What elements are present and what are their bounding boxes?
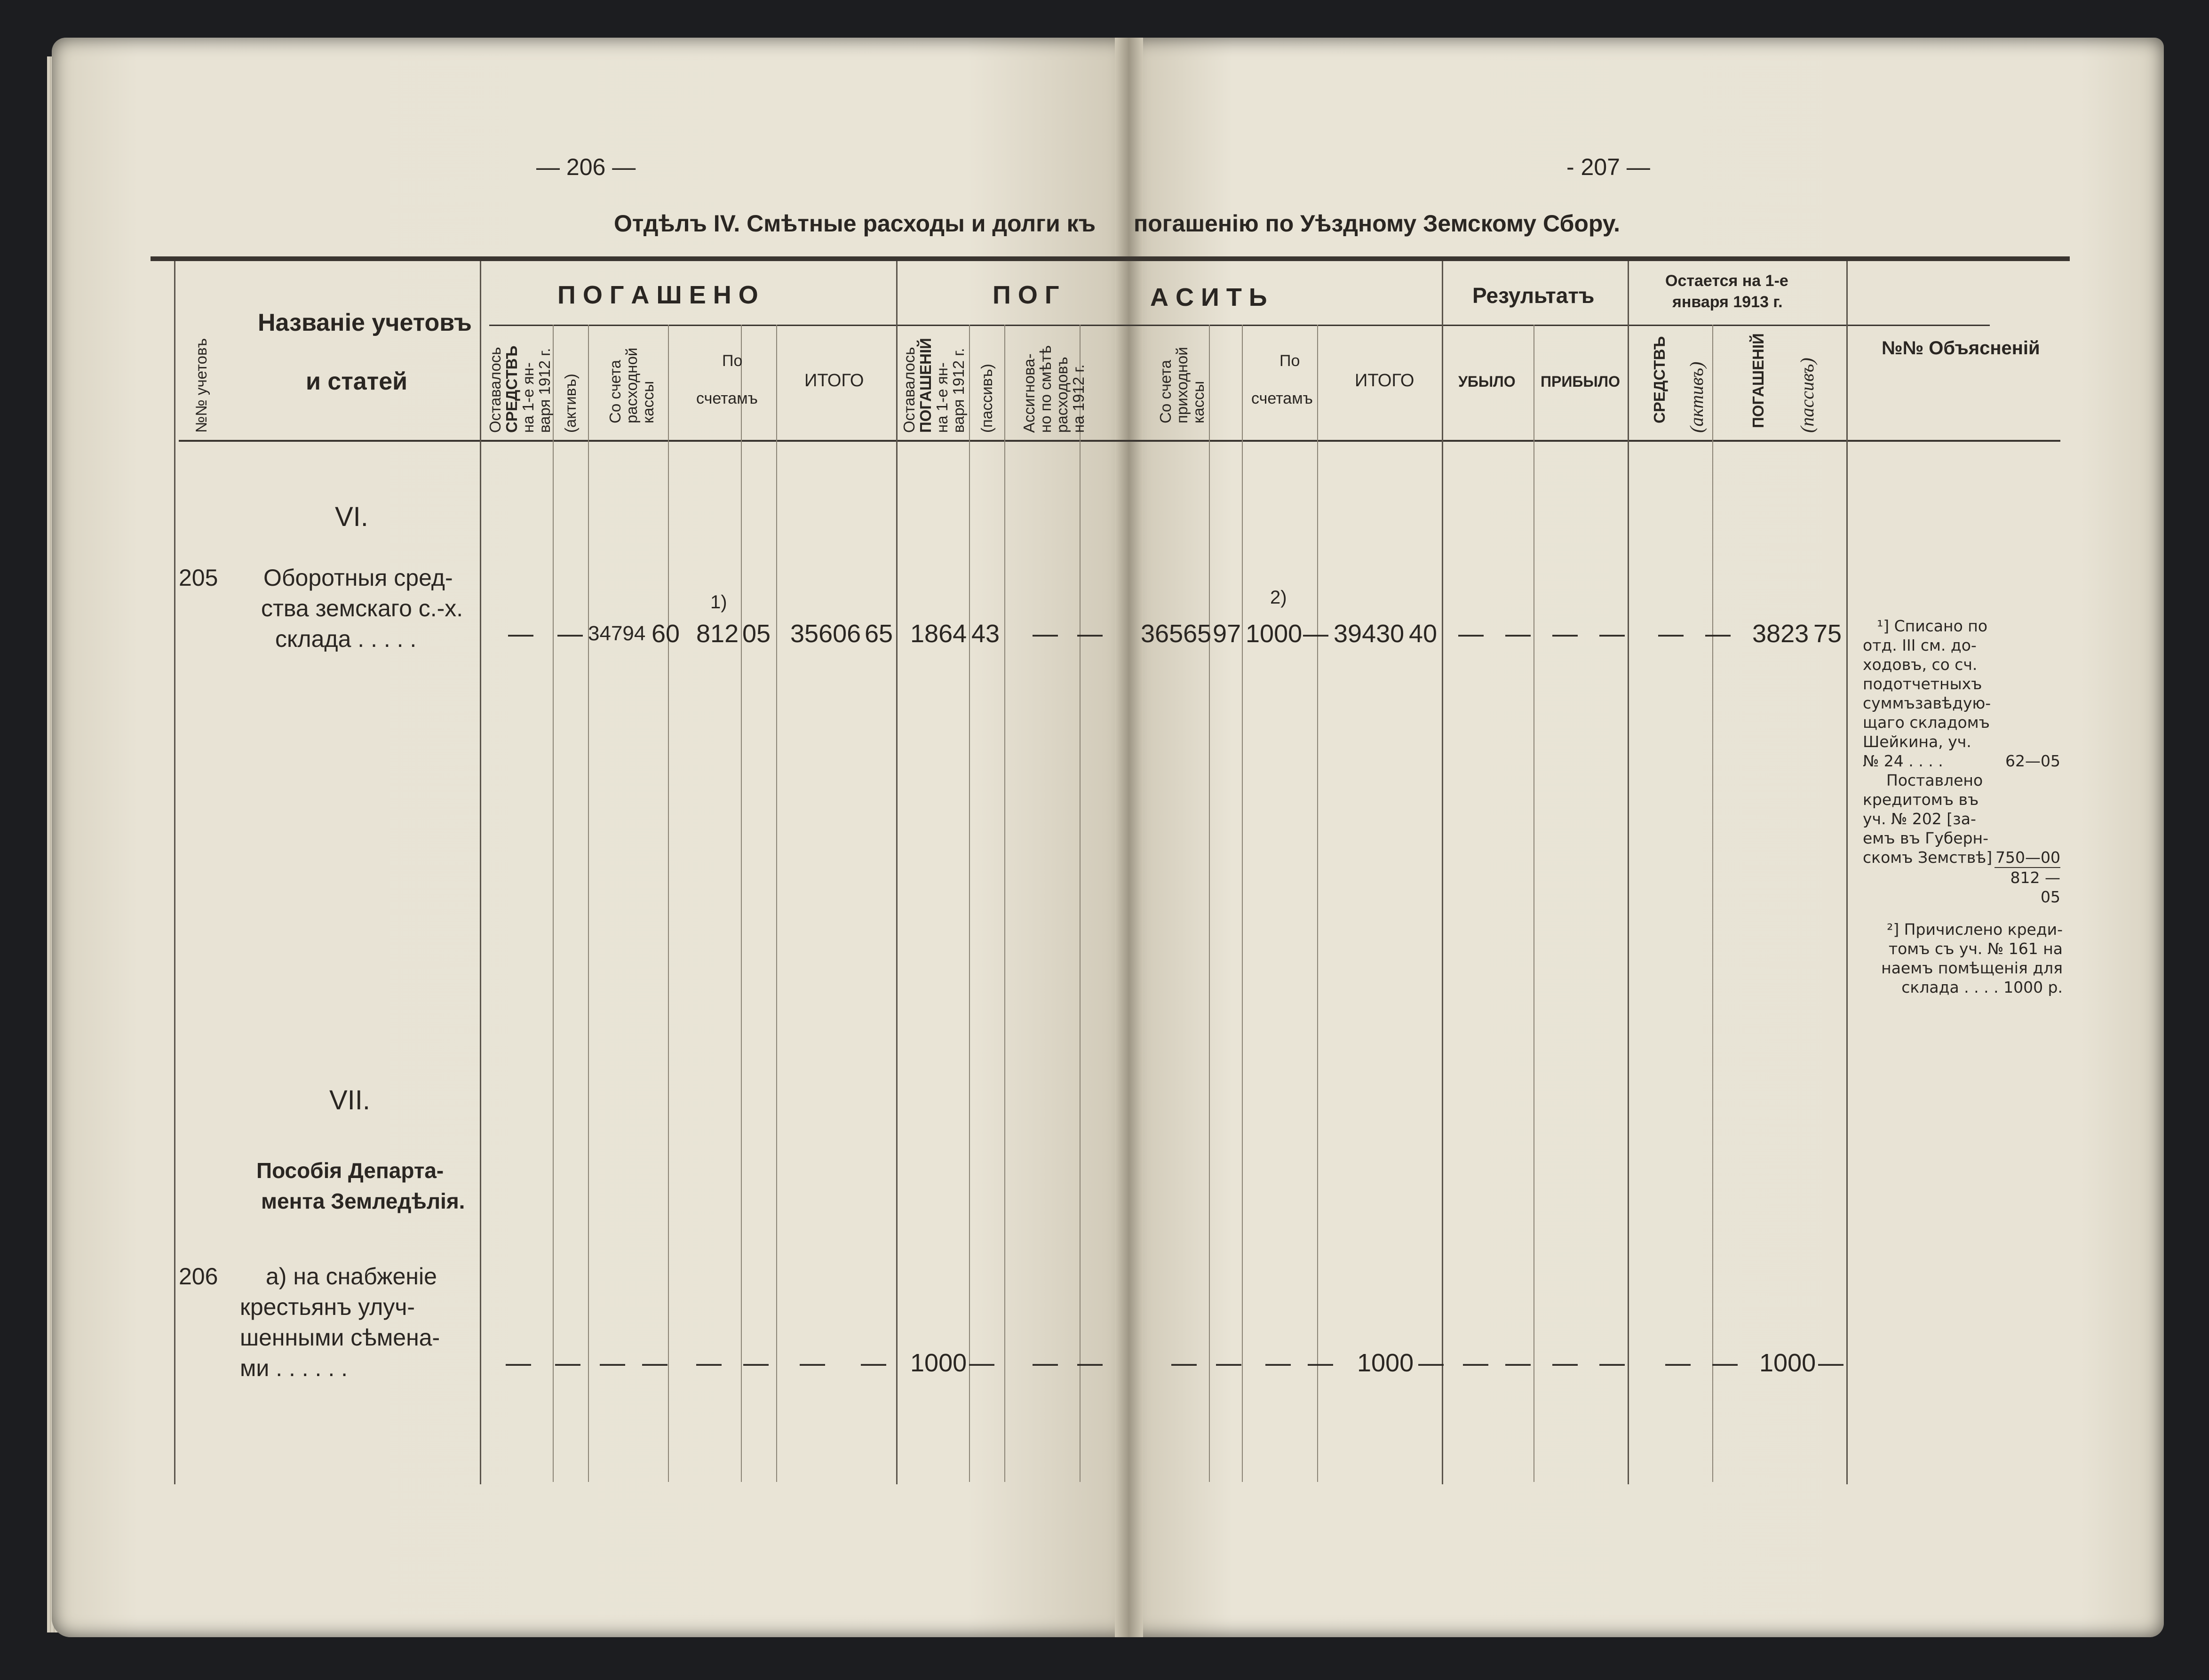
dash: — — [1552, 620, 1578, 648]
sub-so-scheta-prih-1: приходной — [1173, 347, 1191, 423]
sub-ostalos-sredstv-3: варя 1912 г. — [536, 348, 553, 433]
row-205-note-mark-1: 1) — [710, 592, 727, 613]
dash: — — [506, 1349, 531, 1377]
page-number-left: — 206 — — [536, 154, 636, 180]
row-205-so-scheta-rash-k: 60 — [652, 620, 680, 648]
col-line — [1317, 325, 1318, 1482]
note-1-line: кредитомъ въ — [1863, 790, 1979, 809]
row-205-name-3: склада . . . . . — [275, 626, 417, 652]
col-line — [1712, 325, 1713, 1482]
sub-po-schetam-1: счетамъ — [696, 390, 758, 407]
sub-pogasheniy: ПОГАШЕНІЙ — [1749, 333, 1767, 428]
header-ostaetsya-2: января 1913 г. — [1672, 293, 1783, 311]
note-1-row — [1863, 751, 2060, 771]
sub-so-scheta-prih-0: Со счета — [1157, 359, 1174, 423]
note-1-amount-2: 750—00 — [1995, 848, 2060, 867]
col-header-name-1: Названіе учетовъ — [258, 309, 472, 336]
dash: — — [1458, 620, 1484, 648]
sub-ostalos-sredstv-0: Оставалось — [486, 347, 504, 433]
note-1-line: уч. № 202 [за- — [1863, 810, 1976, 828]
note-1-line: емъ въ Губерн- — [1863, 829, 1988, 847]
row-205-po-schetam: 812 — [696, 620, 739, 648]
sub-so-scheta-rash-0: Со счета — [606, 359, 624, 423]
note-1-line: щаго складомъ — [1863, 713, 1990, 732]
note-1-line: ходовъ, со сч. — [1863, 655, 1978, 674]
row-206-assignovano: 1000 — [910, 1349, 967, 1377]
dash: — — [508, 620, 533, 648]
col-line — [174, 261, 175, 1484]
row-206-itogo-r: 1000 — [1357, 1349, 1414, 1377]
col-line — [553, 325, 554, 1482]
dash: — — [1265, 1349, 1291, 1377]
sub-assignovano-2: расходовъ — [1053, 357, 1071, 433]
row-205-itogo-k: 65 — [865, 620, 893, 648]
dash: — — [557, 620, 583, 648]
sub-itogo-r: ИТОГО — [1355, 371, 1414, 390]
col-line — [776, 325, 777, 1482]
col-line — [1209, 325, 1210, 1482]
header-rezultat: Результатъ — [1472, 283, 1595, 308]
sub-assignovano-1: но по смѣтѣ — [1037, 345, 1054, 433]
dash: — — [1665, 1349, 1691, 1377]
row-205-so-scheta-rash: 34794 — [588, 622, 646, 645]
row-205-note-mark-2: 2) — [1270, 587, 1287, 608]
col-line — [1004, 325, 1005, 1482]
col-header-name-2: и статей — [306, 368, 408, 395]
row-205-pogasheniy-1913: 3823 — [1752, 620, 1809, 648]
dash: — — [1505, 1349, 1531, 1377]
note-2-line: ²] Причислено креди- — [1887, 920, 2063, 939]
sub-ostalos-sredstv-2: на 1-е ян- — [519, 362, 537, 433]
dash: — — [1033, 620, 1058, 648]
sub-assignovano-3: на 1912 г. — [1070, 364, 1087, 433]
dash: — — [800, 1349, 825, 1377]
sub-so-scheta-rash-1: расходной — [623, 347, 640, 423]
dash: — — [1818, 1349, 1843, 1377]
row-205-no: 205 — [179, 565, 218, 591]
note-1-amount-1: 62—05 — [2005, 752, 2060, 770]
note-1-row — [1863, 848, 2060, 867]
dash: — — [1463, 1349, 1488, 1377]
col-line — [1080, 325, 1081, 1482]
note-1-line: ¹] Списано по — [1877, 617, 1988, 635]
sub-po-schetam-r-1: счетамъ — [1251, 390, 1313, 407]
left-page — [52, 38, 1129, 1637]
dash: — — [1712, 1349, 1738, 1377]
col-line — [969, 325, 970, 1482]
section-vi: VI. — [335, 502, 368, 532]
table-top-rule — [151, 256, 2070, 261]
dash: — — [1599, 620, 1625, 648]
dash: — — [1077, 620, 1103, 648]
title-right: погашенію по Уѣздному Земскому Сбору. — [1134, 210, 1621, 237]
note-1-line: Шейкина, уч. — [1863, 733, 1971, 751]
header-pogasheno: П О Г А Ш Е Н О — [557, 281, 758, 309]
note-1-line: № 24 . . . . — [1863, 752, 1943, 770]
sub-ostalos-pog-0: Оставалось — [900, 347, 918, 433]
row-206-name-1: а) на снабженіе — [266, 1263, 437, 1290]
row-205-so-scheta-prih: 36565 — [1141, 620, 1212, 648]
note-2-line: наемъ помѣщенія для — [1881, 959, 2063, 977]
header-ostaetsya-1: Остается на 1-е — [1665, 272, 1788, 290]
dash: — — [1303, 620, 1328, 648]
header-bottom-rule — [179, 440, 2060, 442]
note-2-line: томъ съ уч. № 161 на — [1888, 940, 2063, 958]
col-line — [1242, 325, 1243, 1482]
sub-po-schetam-0: По — [722, 352, 743, 370]
col-line — [588, 325, 589, 1482]
col-line — [480, 261, 481, 1484]
sub-itogo: ИТОГО — [804, 371, 864, 390]
note-1-line: суммъзавѣдую- — [1863, 694, 1991, 712]
sub-ostalos-sredstv-1: СРЕДСТВЪ — [503, 345, 520, 433]
sub-ostalos-pog-3: варя 1912 г. — [950, 348, 967, 433]
col-header-no: №№ учетовъ — [192, 338, 210, 433]
sub-po-schetam-r-0: По — [1279, 352, 1300, 370]
title-left: Отдѣлъ IV. Смѣтные расходы и долги къ — [614, 210, 1096, 237]
sub-assignovano-0: Ассигнова- — [1020, 353, 1038, 433]
sub-aktiv: (активъ) — [1686, 361, 1707, 433]
dash: — — [1599, 1349, 1625, 1377]
sub-ostalos-pog-1: ПОГАШЕНІЙ — [917, 338, 934, 433]
row-205-so-scheta-prih-k: 97 — [1213, 620, 1241, 648]
section-vii: VII. — [329, 1085, 371, 1115]
page-number-right: - 207 — — [1566, 154, 1650, 180]
col-line — [896, 261, 898, 1484]
sub-ostalos-pog-4: (пассивъ) — [978, 364, 995, 433]
note-1-line: отд. III см. до- — [1863, 636, 1977, 654]
section-vii-title-1: Пособія Департа- — [256, 1158, 444, 1183]
sub-sredstv: СРЕДСТВЪ — [1651, 336, 1668, 423]
row-205-name-1: Оборотныя сред- — [263, 565, 453, 591]
dash: — — [1552, 1349, 1578, 1377]
note-1 — [1863, 616, 2060, 907]
dash: — — [969, 1349, 994, 1377]
col-line — [1628, 261, 1629, 1484]
dash: — — [1216, 1349, 1241, 1377]
col-line — [1442, 261, 1443, 1484]
dash: — — [600, 1349, 625, 1377]
row-205-name-2: ства земскаго с.-х. — [261, 595, 463, 621]
row-205-itogo: 35606 — [790, 620, 861, 648]
sub-passiv: (пассивъ) — [1796, 358, 1818, 433]
header-obyasneniy: №№ Объясненій — [1882, 338, 2040, 358]
sub-ostalos-pog-2: на 1-е ян- — [933, 362, 951, 433]
book-spine — [1115, 38, 1143, 1637]
sub-so-scheta-prih-2: кассы — [1190, 381, 1207, 423]
header-pogasit-right: А С И Т Ь — [1150, 283, 1267, 311]
row-206-name-4: ми . . . . . . — [240, 1355, 348, 1381]
dash: — — [1171, 1349, 1197, 1377]
note-2 — [1851, 920, 2063, 997]
dash: — — [555, 1349, 580, 1377]
note-2-line: склада . . . . 1000 р. — [1901, 978, 2063, 996]
row-205-po-schetam-r: 1000 — [1246, 620, 1303, 648]
dash: — — [1505, 620, 1531, 648]
dash: — — [696, 1349, 722, 1377]
row-205-ostalos-pog: 1864 — [910, 620, 967, 648]
header-pogasit-left: П О Г — [993, 281, 1059, 309]
col-line — [1846, 261, 1848, 1484]
section-vii-title-2: мента Земледѣлія. — [261, 1189, 465, 1213]
subheader-rule — [489, 325, 1990, 326]
sub-ubylo: УБЫЛО — [1458, 373, 1516, 390]
dash: — — [1033, 1349, 1058, 1377]
row-206-no: 206 — [179, 1263, 218, 1290]
dash: — — [861, 1349, 886, 1377]
row-206-name-3: шенными сѣмена- — [240, 1324, 440, 1351]
dash: — — [1308, 1349, 1333, 1377]
sub-pribylo: ПРИБЫЛО — [1541, 373, 1621, 390]
sub-so-scheta-rash-2: кассы — [639, 381, 657, 423]
row-206-name-2: крестьянъ улуч- — [240, 1294, 415, 1320]
dash: — — [1418, 1349, 1444, 1377]
note-1-total: 812 —05 — [1994, 867, 2060, 907]
dash: — — [1077, 1349, 1103, 1377]
dash: — — [743, 1349, 769, 1377]
row-206-pogasheniy-1913: 1000 — [1759, 1349, 1816, 1377]
dash: — — [1705, 620, 1731, 648]
col-line — [741, 325, 742, 1482]
dash: — — [642, 1349, 667, 1377]
note-1-line: скомъ Земствѣ] — [1863, 848, 1993, 867]
note-1-line: Поставлено — [1886, 771, 1983, 789]
row-205-ostalos-pog-k: 43 — [971, 620, 1000, 648]
row-205-pogasheniy-1913-k: 75 — [1813, 620, 1842, 648]
dash: — — [1658, 620, 1684, 648]
row-205-itogo-r: 39430 — [1334, 620, 1405, 648]
col-line — [668, 325, 669, 1482]
row-205-po-schetam-k: 05 — [742, 620, 771, 648]
row-205-itogo-r-k: 40 — [1409, 620, 1438, 648]
sub-ostalos-sredstv-4: (активъ) — [562, 374, 579, 433]
note-1-line: подотчетныхъ — [1863, 675, 1982, 693]
